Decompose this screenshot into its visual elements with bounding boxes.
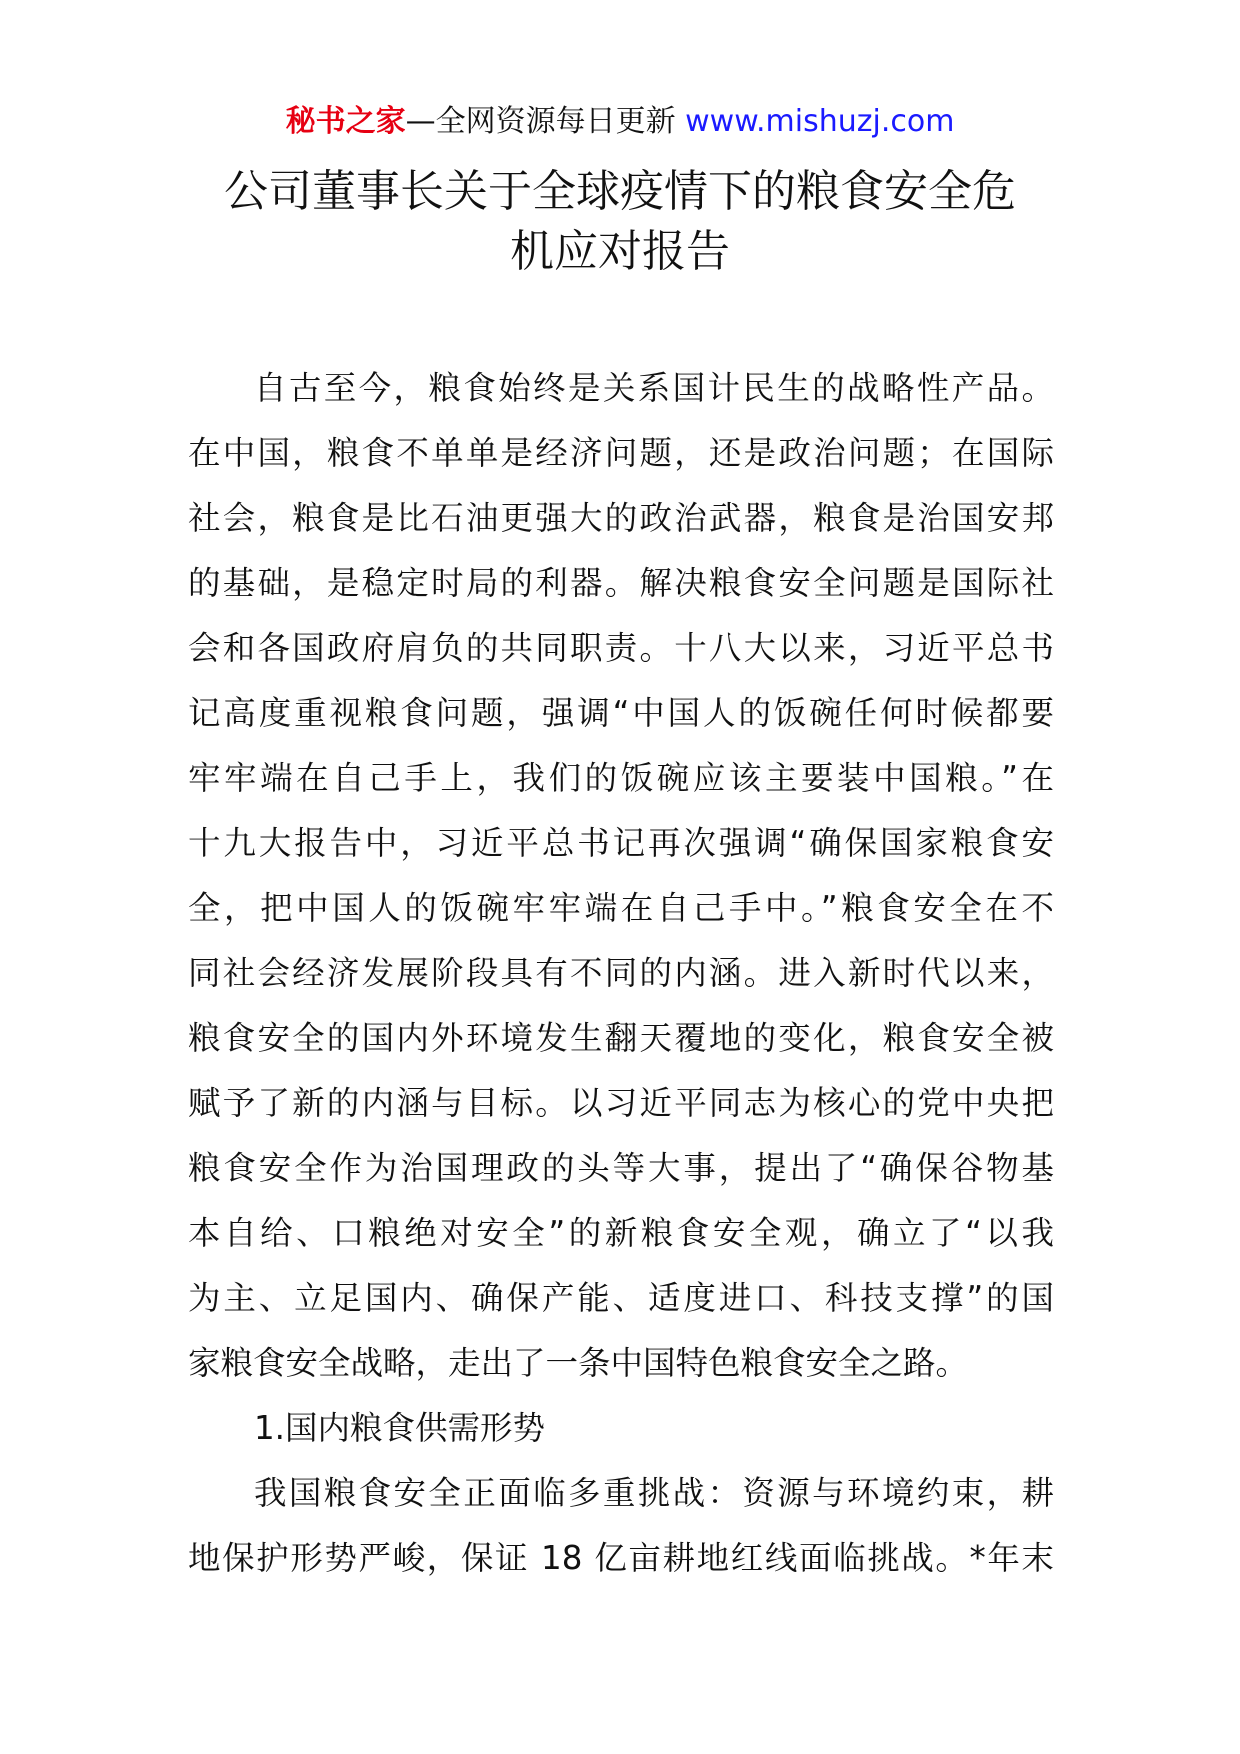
site-url-link[interactable]: www.mishuzj.com bbox=[685, 104, 955, 139]
title-line: 公司董事长关于全球疫情下的粮食安全危 bbox=[224, 166, 1016, 217]
paragraph-line: 记高度重视粮食问题，强调“中国人的饭碗任何时候都要 bbox=[188, 694, 1054, 732]
site-header bbox=[0, 100, 1240, 144]
paragraph-line: 赋予了新的内涵与目标。以习近平同志为核心的党中央把 bbox=[188, 1084, 1054, 1122]
section-heading: 1.国内粮食供需形势 bbox=[254, 1409, 546, 1447]
brand-name: 秘书之家 bbox=[285, 104, 406, 139]
paragraph-line: 全，把中国人的饭碗牢牢端在自己手中。”粮食安全在不 bbox=[188, 889, 1054, 927]
paragraph-line: 粮食安全作为治国理政的头等大事，提出了“确保谷物基 bbox=[188, 1149, 1054, 1187]
document-title bbox=[180, 162, 1060, 282]
paragraph-line: 自古至今，粮食始终是关系国计民生的战略性产品。 bbox=[254, 369, 1054, 407]
paragraph-line: 家粮食安全战略，走出了一条中国特色粮食安全之路。 bbox=[188, 1344, 969, 1382]
paragraph-line: 十九大报告中，习近平总书记再次强调“确保国家粮食安 bbox=[188, 824, 1054, 862]
paragraph-line: 地保护形势严峻，保证 18 亿亩耕地红线面临挑战。*年末 bbox=[188, 1539, 1054, 1577]
paragraph-line: 在中国，粮食不单单是经济问题，还是政治问题；在国际 bbox=[188, 434, 1054, 472]
document-body bbox=[188, 356, 1054, 1591]
paragraph-line: 同社会经济发展阶段具有不同的内涵。进入新时代以来， bbox=[188, 954, 1054, 992]
paragraph-line: 我国粮食安全正面临多重挑战：资源与环境约束，耕 bbox=[254, 1474, 1054, 1512]
header-tagline: —全网资源每日更新 bbox=[405, 104, 676, 139]
paragraph-line: 粮食安全的国内外环境发生翻天覆地的变化，粮食安全被 bbox=[188, 1019, 1054, 1057]
paragraph-line: 为主、立足国内、确保产能、适度进口、科技支撑”的国 bbox=[188, 1279, 1054, 1317]
paragraph-line: 的基础，是稳定时局的利器。解决粮食安全问题是国际社 bbox=[188, 564, 1054, 602]
paragraph-line: 牢牢端在自己手上，我们的饭碗应该主要装中国粮。”在 bbox=[188, 759, 1054, 797]
paragraph-line: 社会，粮食是比石油更强大的政治武器，粮食是治国安邦 bbox=[188, 499, 1054, 537]
title-line: 机应对报告 bbox=[510, 226, 730, 277]
paragraph-line: 会和各国政府肩负的共同职责。十八大以来，习近平总书 bbox=[188, 629, 1054, 667]
paragraph-line: 本自给、口粮绝对安全”的新粮食安全观，确立了“以我 bbox=[188, 1214, 1054, 1252]
